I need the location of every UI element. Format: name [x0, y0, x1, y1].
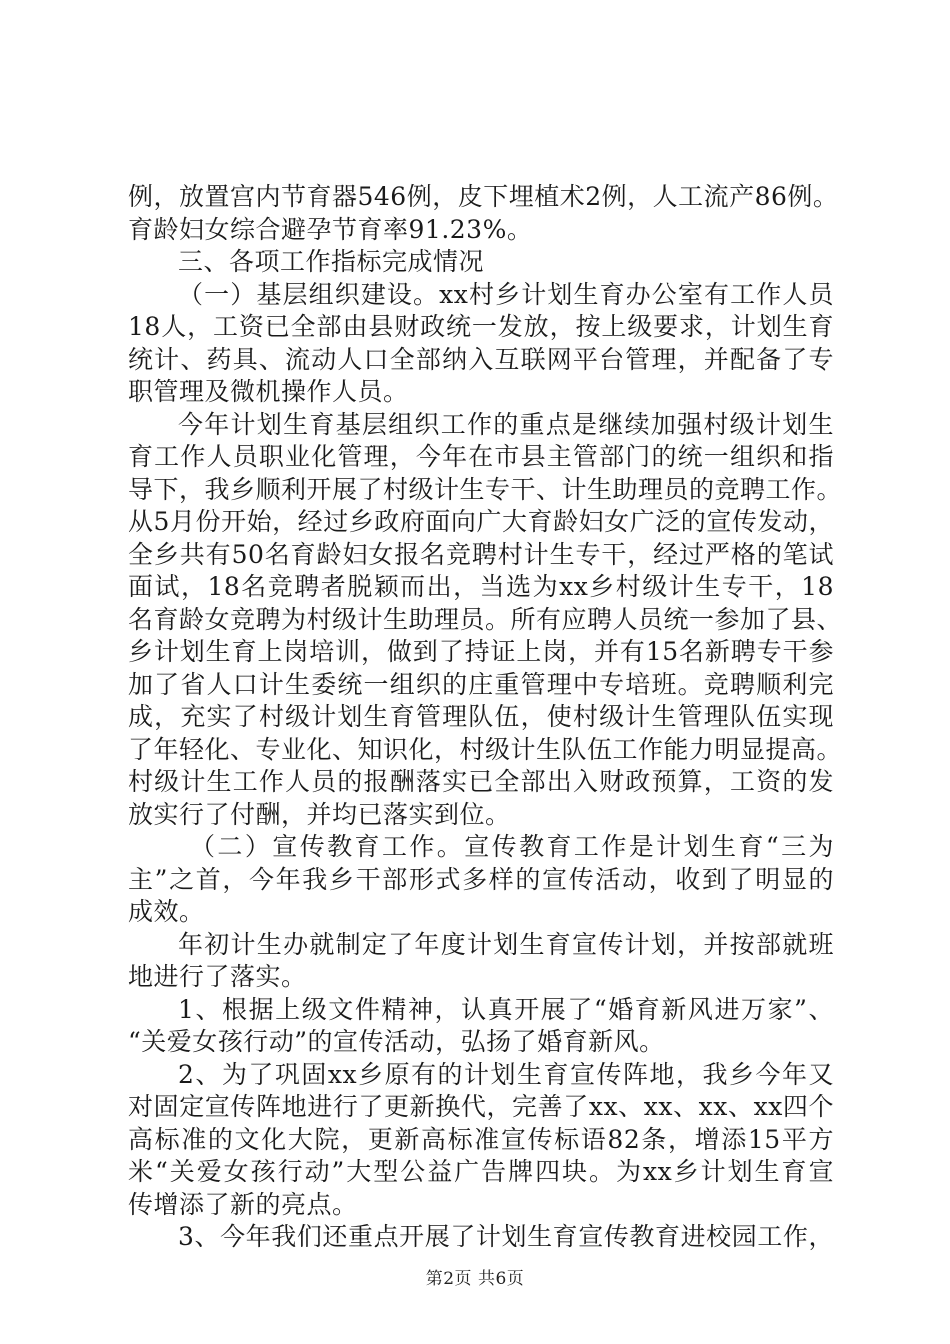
- text-line: 乡计划生育上岗培训，做到了持证上岗，并有15名新聘专干参: [128, 637, 834, 666]
- text-line: 名育龄女竞聘为村级计生助理员。所有应聘人员统一参加了县、: [128, 604, 843, 634]
- text-line: 1、根据上级文件精神，认真开展了“婚育新风进万家”、: [178, 994, 834, 1024]
- text-line: “关爱女孩行动”的宣传活动，弘扬了婚育新风。: [128, 1027, 665, 1056]
- text-line: 年初计生办就制定了年度计划生育宣传计划，并按部就班: [178, 929, 834, 959]
- text-line: 主”之首，今年我乡干部形式多样的宣传活动，收到了明显的: [128, 864, 834, 894]
- text-line: 放实行了付酬，并均已落实到位。: [128, 799, 511, 829]
- text-line: 了年轻化、专业化、知识化，村级计生队伍工作能力明显提高。: [128, 734, 843, 764]
- text-line: 从5月份开始，经过乡政府面向广大育龄妇女广泛的宣传发动，: [128, 507, 834, 536]
- text-line: 成效。: [128, 897, 205, 926]
- text-line: 18人，工资已全部由县财政统一发放，按上级要求，计划生育: [128, 312, 834, 341]
- body-text: [128, 181, 843, 1254]
- text-line: 育工作人员职业化管理，今年在市县主管部门的统一组织和指: [128, 442, 834, 471]
- page-footer: 第2页 共6页: [425, 1269, 525, 1289]
- text-line: 面试，18名竞聘者脱颖而出，当选为xx乡村级计生专干，18: [128, 572, 834, 601]
- text-line: 高标准的文化大院，更新高标准宣传标语82条，增添15平方: [128, 1124, 834, 1154]
- text-line: 米“关爱女孩行动”大型公益广告牌四块。为xx乡计划生育宣: [128, 1157, 834, 1186]
- text-line: 地进行了落实。: [128, 962, 307, 991]
- text-line: 例，放置宫内节育器546例，皮下埋植术2例，人工流产86例。: [128, 182, 839, 211]
- text-line: 导下，我乡顺利开展了村级计生专干、计生助理员的竞聘工作。: [128, 474, 843, 504]
- text-line: 职管理及微机操作人员。: [128, 377, 409, 406]
- text-line: 育龄妇女综合避孕节育率91.23%。: [128, 214, 533, 244]
- text-line: 全乡共有50名育龄妇女报名竞聘村计生专干，经过严格的笔试: [128, 539, 834, 569]
- text-line: 对固定宣传阵地进行了更新换代，完善了xx、xx、xx、xx四个: [128, 1092, 834, 1121]
- text-line: 加了省人口计生委统一组织的庄重管理中专培班。竞聘顺利完: [128, 669, 834, 699]
- text-line: （一）基层组织建设。xx村乡计划生育办公室有工作人员: [178, 279, 834, 309]
- text-line: 成，充实了村级计划生育管理队伍，使村级计生管理队伍实现: [128, 702, 834, 731]
- text-line: 3、今年我们还重点开展了计划生育宣传教育进校园工作，: [178, 1222, 834, 1251]
- text-line: 村级计生工作人员的报酬落实已全部出入财政预算，工资的发: [128, 767, 834, 796]
- text-line: 三、各项工作指标完成情况: [178, 247, 485, 276]
- text-line: 传增添了新的亮点。: [128, 1189, 358, 1219]
- text-line: 统计、药具、流动人口全部纳入互联网平台管理，并配备了专: [128, 344, 834, 374]
- text-line: （二）宣传教育工作。宣传教育工作是计划生育“三为: [190, 832, 834, 861]
- text-line: 今年计划生育基层组织工作的重点是继续加强村级计划生: [178, 409, 834, 439]
- text-line: 2、为了巩固xx乡原有的计划生育宣传阵地，我乡今年又: [178, 1059, 834, 1089]
